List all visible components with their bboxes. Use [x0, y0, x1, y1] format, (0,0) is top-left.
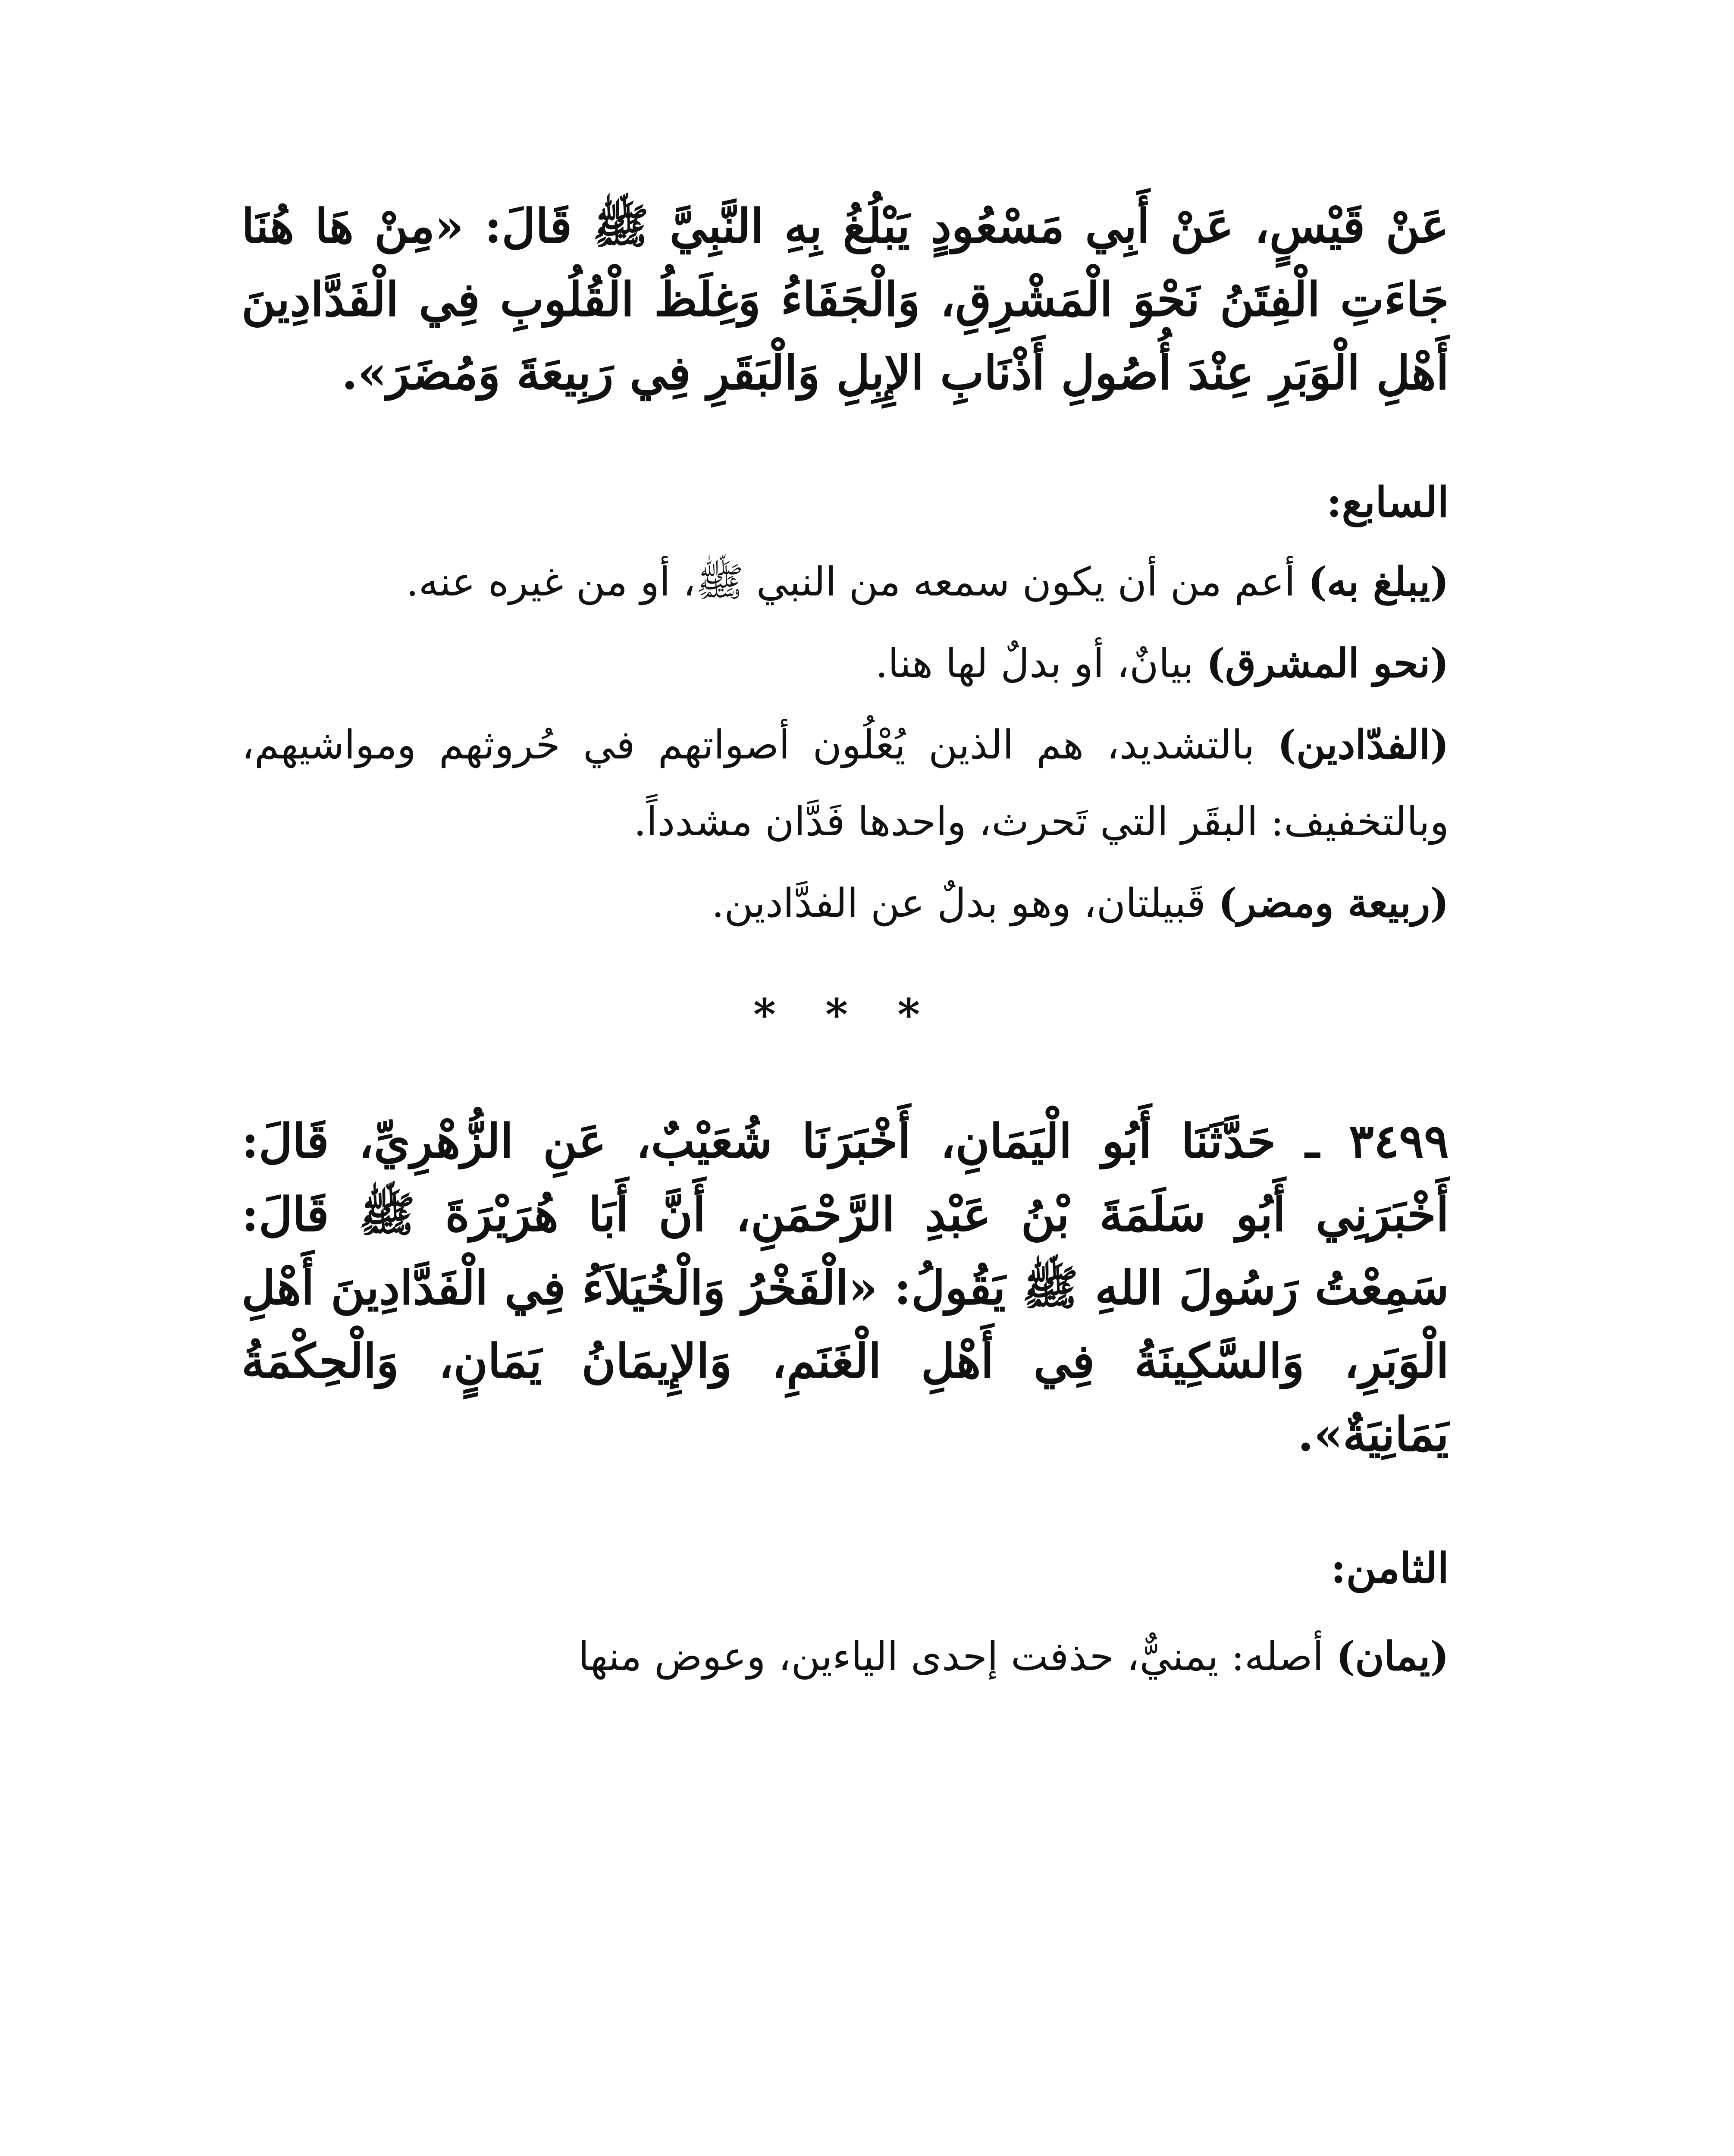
note-term: (يمان) — [1336, 1633, 1449, 1680]
commentary-note — [241, 543, 1449, 620]
note-term: (الفدّادين) — [1277, 721, 1449, 768]
commentary-note — [241, 865, 1449, 942]
hadith-text-3499: ٣٤٩٩ ـ حَدَّثَنَا أَبُو الْيَمَانِ، أَخْبَرَنَا شُعَيْبٌ، عَنِ الزُّهْرِيِّ، قَالَ: أَخْبَرَنِي أَبُو سَلَمَةَ بْنُ عَبْدِ الرَّحْمَنِ، أَنَّ أَبَا هُرَيْرَةَ ﷺ قَالَ: سَمِعْتُ رَسُولَ اللهِ ﷺ يَقُولُ: «الْفَخْرُ وَالْخُيَلاَءُ فِي الْفَدَّادِينَ أَهْلِ الْوَبَرِ، وَالسَّكِينَةُ فِي أَهْلِ الْغَنَمِ، وَالإِيمَانُ يَمَانٍ، وَالْحِكْمَةُ يَمَانِيَةٌ». — [241, 1114, 1449, 1462]
commentary-note — [241, 625, 1449, 702]
hadith-text-1: عَنْ قَيْسٍ، عَنْ أَبِي مَسْعُودٍ يَبْلُغُ بِهِ النَّبِيَّ ﷺ قَالَ: «مِنْ هَا هُنَا جَاءَتِ الْفِتَنُ نَحْوَ الْمَشْرِقِ، وَالْجَفَاءُ وَغِلَظُ الْقُلُوبِ فِي الْفَدَّادِينَ أَهْلِ الْوَبَرِ عِنْدَ أُصُولِ أَذْنَابِ الإِبِلِ وَالْبَقَرِ فِي رَبِيعَةَ وَمُضَرَ». — [241, 199, 1449, 400]
commentary-heading-seventh: السابع: — [1326, 478, 1449, 526]
document-page — [241, 190, 1449, 2156]
section-separator: * * * — [753, 989, 938, 1040]
note-term: (يبلغ به) — [1308, 558, 1449, 605]
note-term: (ربيعة ومضر) — [1218, 880, 1449, 926]
note-text: قَبيلتان، وهو بدلٌ عن الفدَّادين. — [711, 880, 1219, 926]
commentary-note — [241, 706, 1449, 860]
note-text: أصله: يمنيٌّ، حذفت إحدى الياءين، وعوض منها — [578, 1633, 1336, 1680]
note-text: بالتشديد، هم الذين يُعْلُون أصواتهم في حُروثهم ومواشيهم، وبالتخفيف: البقَر التي تَحرث، واحدها فَدَّان مشدداً. — [241, 722, 1449, 845]
note-term: (نحو المشرق) — [1206, 640, 1449, 686]
note-text: أعم من أن يكون سمعه من النبي ﷺ، أو من غيره عنه. — [406, 559, 1308, 605]
note-text: بيانٌ، أو بدلٌ لها هنا. — [875, 640, 1207, 686]
commentary-heading-eighth: الثامن: — [1330, 1544, 1449, 1592]
commentary-note — [241, 1618, 1449, 1695]
